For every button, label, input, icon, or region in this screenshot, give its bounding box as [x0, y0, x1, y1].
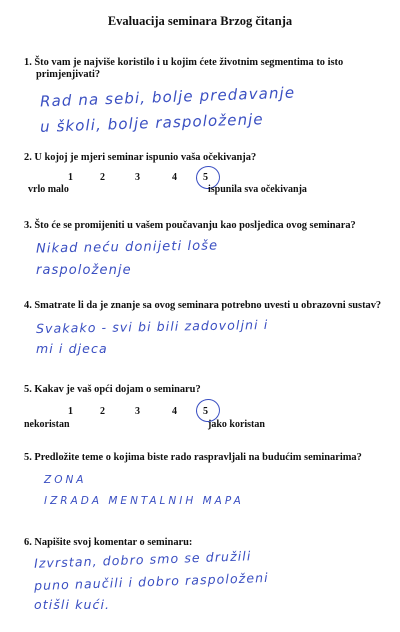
- question-3: [24, 220, 384, 232]
- q2-scale-5: 5: [203, 172, 208, 183]
- question-1-text: 1. Što vam je najviše koristilo i u kojim ćete životnim segmentima to isto: [24, 57, 344, 68]
- answer-1-line-1: Rad na sebi, bolje predavanje: [39, 83, 296, 111]
- q2-scale-2: 2: [100, 172, 105, 183]
- q2-high-label: ispunila sva očekivanja: [208, 184, 307, 195]
- question-topics-text: 5. Predložite teme o kojima biste rado raspravljali na budućim seminarima?: [24, 452, 362, 463]
- question-4-text: 4. Smatrate li da je znanje sa ovog seminara potrebno uvesti u obrazovni sustav?: [24, 300, 382, 311]
- q5-scale-1: 1: [68, 406, 73, 417]
- question-6: [24, 537, 384, 549]
- question-2-text: 2. U kojoj je mjeri seminar ispunio vaša očekivanja?: [24, 152, 257, 163]
- question-1-text-cont: primjenjivati?: [36, 69, 101, 80]
- question-topics: [24, 452, 384, 464]
- q5-high-label: jako koristan: [208, 419, 265, 430]
- answer-6-line-1: Izvrstan, dobro smo se družili: [33, 548, 252, 571]
- question-2: [24, 152, 384, 164]
- answer-topics-line-2: IZRADA MENTALNIH MAPA: [44, 495, 244, 507]
- answer-6-line-3: otišli kući.: [34, 597, 111, 612]
- question-5-text: 5. Kakav je vaš opći dojam o seminaru?: [24, 384, 201, 395]
- form-title: Evaluacija seminara Brzog čitanja: [107, 14, 293, 28]
- q2-scale-1: 1: [68, 172, 73, 183]
- q5-low-label: nekoristan: [24, 419, 70, 430]
- question-5: [24, 384, 384, 396]
- answer-4-line-1: Svakako - svi bi bili zadovoljni i: [35, 316, 269, 337]
- question-4: [24, 300, 384, 312]
- answer-4-line-2: mi i djeca: [36, 341, 108, 356]
- answer-1-line-2: u školi, bolje raspoloženje: [39, 110, 265, 136]
- q5-scale-3: 3: [135, 406, 140, 417]
- answer-topics-line-1: ZONA: [44, 474, 87, 486]
- q2-scale-3: 3: [135, 172, 140, 183]
- question-1: [24, 57, 384, 81]
- answer-3-line-1: Nikad neću donijeti loše: [35, 238, 219, 257]
- q5-scale-2: 2: [100, 406, 105, 417]
- answer-6-line-2: puno naučili i dobro raspoloženi: [33, 569, 269, 594]
- q2-low-label: vrlo malo: [28, 184, 69, 195]
- question-3-text: 3. Što će se promijeniti u vašem poučavanju kao posljedica ovog seminara?: [24, 220, 356, 231]
- answer-3-line-2: raspoloženje: [36, 263, 132, 278]
- q5-scale-5: 5: [203, 406, 208, 417]
- q2-scale-4: 4: [172, 172, 177, 183]
- q5-scale-4: 4: [172, 406, 177, 417]
- question-6-text: 6. Napišite svoj komentar o seminaru:: [24, 537, 193, 548]
